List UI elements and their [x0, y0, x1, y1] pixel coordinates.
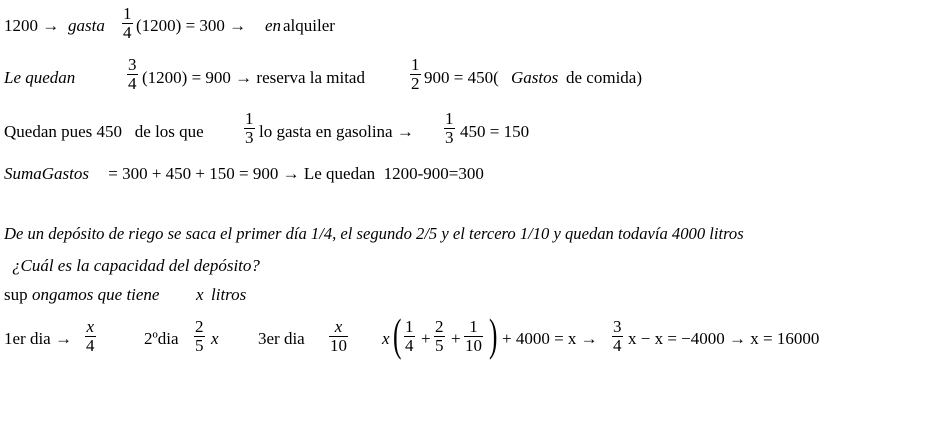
p2-day1-num: x — [86, 317, 95, 336]
p2-eq-f1-num: 1 — [405, 317, 414, 336]
p2-suppose-a: sup — [4, 285, 28, 304]
p1-l1-frac-num: 1 — [123, 4, 132, 23]
p2-day1-label: 1er dia → — [4, 329, 72, 348]
p1-l4-suma: SumaGastos — [4, 164, 90, 183]
p2-eq-close-paren: ) — [489, 309, 498, 360]
p1-l2-fraction1 — [127, 56, 138, 93]
p2-day3-den: 10 — [330, 336, 347, 355]
p1-l1-fraction — [122, 5, 133, 42]
p1-l3-c: 450 = 150 — [460, 122, 530, 141]
p1-l3-frac1-den: 3 — [245, 128, 254, 147]
p2-day2-den: 5 — [195, 336, 204, 355]
p2-day1-fraction — [85, 318, 96, 355]
p2-suppose-b: ongamos que tiene — [32, 285, 160, 304]
p1-l2-b: (1200) = 900 → reserva la mitad — [142, 68, 365, 87]
p1-l2-frac2-den: 2 — [411, 74, 420, 93]
p1-l1-en: en — [265, 16, 282, 35]
p1-l3-b: lo gasta en gasolina → — [259, 122, 414, 141]
p2-eq-plus1: + — [421, 329, 431, 348]
p1-l2-le-quedan: Le quedan — [4, 68, 76, 87]
p2-eq-fraction3 — [464, 318, 483, 355]
p1-l2-c: 900 = 450( — [424, 68, 499, 87]
p1-l2-frac1-den: 4 — [128, 74, 137, 93]
p2-eq-f2-den: 5 — [435, 336, 444, 355]
p1-l2-frac1-num: 3 — [128, 55, 137, 74]
p2-suppose-c: litros — [211, 285, 247, 304]
p1-l1-b: (1200) = 300 → — [136, 16, 247, 35]
p1-l1-c: alquiler — [283, 16, 335, 35]
p2-eq-plus2: + — [451, 329, 461, 348]
p2-eq-fraction4 — [612, 318, 623, 355]
p2-eq-rest1: + 4000 = x → — [502, 329, 598, 348]
p1-l3-frac2-den: 3 — [445, 128, 454, 147]
p2-eq-f1-den: 4 — [405, 336, 414, 355]
p2-day2-x: x — [211, 329, 219, 348]
p1-l3-fraction2 — [444, 110, 455, 147]
p2-day2-num: 2 — [195, 317, 204, 336]
p2-day1-den: 4 — [86, 336, 95, 355]
p1-l3-fraction1 — [244, 110, 255, 147]
p1-l3-frac2-num: 1 — [445, 109, 454, 128]
p2-day3-label: 3er dia — [258, 329, 305, 348]
p2-eq-rest2: x − x = −4000 → x = 16000 — [628, 329, 820, 348]
p2-eq-f3-den: 10 — [465, 336, 482, 355]
p1-l3-frac1-num: 1 — [245, 109, 254, 128]
p2-eq-f2-num: 2 — [435, 317, 444, 336]
p1-l4-a: = 300 + 450 + 150 = 900 → Le quedan 1200-900=300 — [104, 164, 484, 183]
p2-suppose-x: x — [196, 285, 204, 304]
p1-l2-fraction2 — [410, 56, 421, 93]
p2-eq-fraction1 — [404, 318, 415, 355]
p2-day2-label: 2ºdia — [144, 329, 179, 348]
p2-day3-num: x — [334, 317, 343, 336]
p2-eq-f4-num: 3 — [613, 317, 622, 336]
p1-l1-frac-den: 4 — [123, 23, 132, 42]
p2-statement-line1: De un depósito de riego se saca el primer día 1/4, el segundo 2/5 y el tercero 1/10 y quedan todavía 4000 litros — [4, 224, 744, 243]
p2-eq-open-paren: ( — [393, 309, 402, 360]
p2-day2-fraction — [194, 318, 205, 355]
p2-eq-f4-den: 4 — [613, 336, 622, 355]
p1-l1-a: 1200 → — [4, 16, 60, 35]
p1-l2-gastos: Gastos — [511, 68, 559, 87]
p1-l2-d: de comida) — [566, 68, 642, 87]
p2-day3-fraction — [329, 318, 348, 355]
p1-l3-a: Quedan pues 450 de los que — [4, 122, 204, 141]
p1-l1-gasta: gasta — [68, 16, 105, 35]
p2-statement-line2: ¿Cuál es la capacidad del depósito? — [12, 256, 260, 275]
p2-eq-f3-num: 1 — [469, 317, 478, 336]
p1-l2-frac2-num: 1 — [411, 55, 420, 74]
p2-eq-fraction2 — [434, 318, 445, 355]
p2-eq-x: x — [382, 329, 390, 348]
